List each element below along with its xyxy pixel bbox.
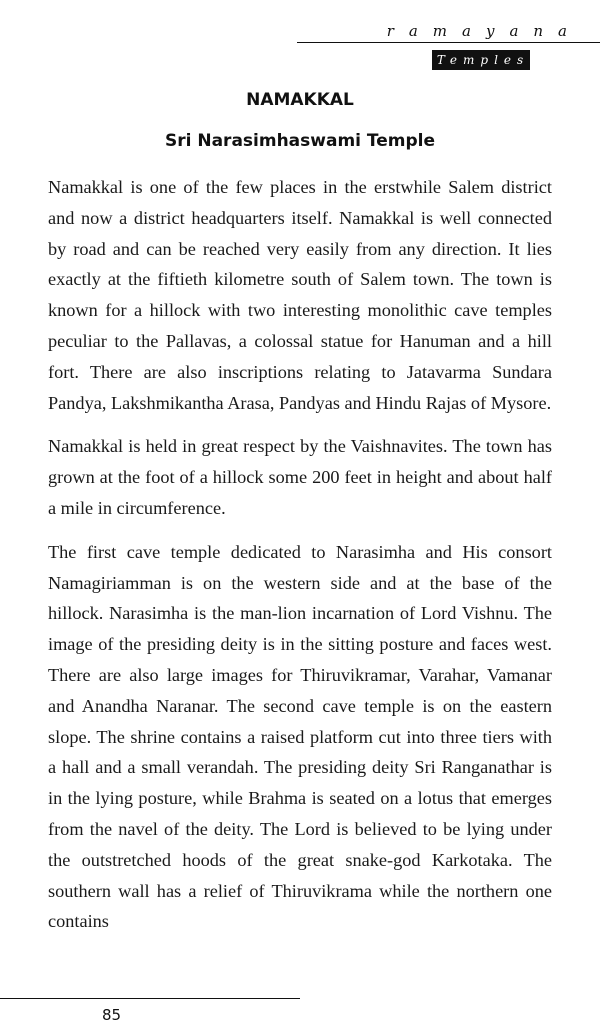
page-title: NAMAKKAL <box>246 90 354 110</box>
paragraph-2: Namakkal is held in great respect by the Vaishnavites. The town has grown at the foot of a hillock some 200 feet in height and about half a mile in circumference. <box>48 436 552 518</box>
page-number: 85 <box>102 1006 122 1024</box>
footer-rule <box>0 998 300 999</box>
page-subtitle: Sri Narasimhaswami Temple <box>164 131 436 151</box>
body-text <box>48 172 552 950</box>
paragraph-3: The first cave temple dedicated to Narasimha and His consort Namagiriamman is on the western side and at the base of the hillock. Narasimha is the man-lion incarnation of Lord Vishnu. The image of the presiding deity is in the sitting posture and faces west. There are also large images for Thiruvikramar, Varahar, Vamanar and Anandha Naranar. The second cave temple is on the eastern slope. The shrine contains a raised platform cut into three tiers with a hall and a small verandah. The presiding deity Sri Ranganathar is in the lying posture, while Brahma is seated on a lotus that emerges from the navel of the deity. The Lord is believed to be lying under the outstretched hoods of the great snake-god Karkotaka. The southern wall has a relief of Thiruvikrama while the northern one contains <box>48 541 552 932</box>
header-section-tag: Temples <box>432 50 530 70</box>
header-rule <box>297 42 600 43</box>
header-series-title: ramayana <box>386 22 582 40</box>
paragraph-1: Namakkal is one of the few places in the erstwhile Salem district and now a district headquarters itself. Namakkal is well connected by road and can be reached very easily from any direction. It lies exactly at the fiftieth kilometre south of Salem town. The town is known for a hillock with two interesting monolithic cave temples peculiar to the Pallavas, a colossal statue for Hanuman and a hill fort. There are also inscriptions relating to Jatavarma Sundara Pandya, Lakshmikantha Arasa, Pandyas and Hindu Rajas of Mysore. <box>48 177 552 413</box>
